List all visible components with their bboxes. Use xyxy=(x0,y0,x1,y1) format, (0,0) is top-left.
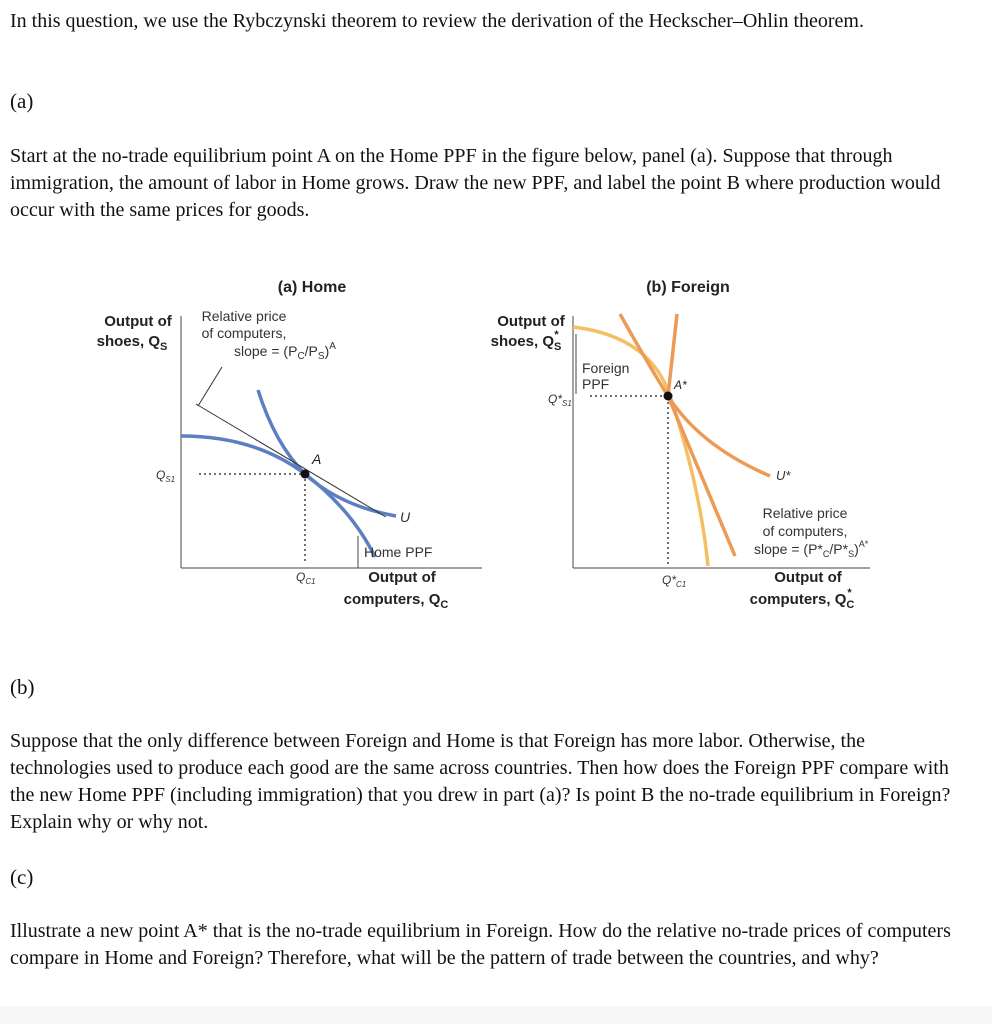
foreign-indifference-curve xyxy=(620,314,770,476)
foreign-x-label-line2: computers, $Q_C*$ xyxy=(749,587,855,611)
foreign-price-line xyxy=(668,396,735,556)
part-b-label: (b) xyxy=(10,675,35,699)
home-point-a xyxy=(301,470,310,479)
foreign-panel xyxy=(491,279,870,611)
part-b-text: Suppose that the only difference between Foreign and Home is that Foreign has more labor. Otherwise, the technologies used to produce each good are the same across countries. Then how does the Foreign PPF compare with the new Home PPF (including immigration) that you drew in part (a)? Is point B the no-trade equilibrium in Foreign? Explain why or why not. xyxy=(10,730,951,833)
home-ppf-label: Home PPF xyxy=(364,544,433,560)
foreign-price-line3: slope = $(P*_C/P*_S)^{A*}$ xyxy=(754,539,869,559)
part-c-text: Illustrate a new point A* that is the no-trade equilibrium in Foreign. How do the relative no-trade prices of computers compare in Home and Foreign? Therefore, what will be the pattern of trade between the countries, and why? xyxy=(10,920,951,969)
figure-ppf-panels xyxy=(90,266,890,618)
home-price-line1: Relative price xyxy=(201,308,287,324)
foreign-indiff-label: U* xyxy=(776,468,791,483)
foreign-y-label-line1: Output of xyxy=(497,313,565,330)
foreign-point-a-star-label: A* xyxy=(674,378,687,392)
part-c-label: (c) xyxy=(10,865,34,889)
foreign-ppf-label-line2: PPF xyxy=(582,376,610,392)
home-x-label-line2: computers, $Q_C$ xyxy=(343,591,449,611)
intro-paragraph: In this question, we use the Rybczynski theorem to review the derivation of the Heckscher–Ohlin theorem. xyxy=(10,10,864,32)
home-x-label-line1: Output of xyxy=(368,569,436,586)
foreign-price-line2: of computers, xyxy=(762,523,848,539)
home-price-line3: slope = $(P_C/P_S)^A$ xyxy=(234,341,336,362)
part-a-text: Start at the no-trade equilibrium point A on the Home PPF in the figure below, panel (a). Suppose that through immigration, the amount of labor in Home grows. Draw the new PPF, and label the point B where production would occur with the same prices for goods. xyxy=(10,145,941,221)
home-point-a-label: A xyxy=(312,451,322,467)
foreign-price-line1: Relative price xyxy=(762,505,848,521)
home-price-line2: of computers, xyxy=(201,325,287,341)
figure-svg xyxy=(90,266,890,618)
part-a-label: (a) xyxy=(10,89,34,113)
bottom-strip xyxy=(0,1006,992,1024)
foreign-qc1-label: $Q*_{C1}$ xyxy=(662,573,687,589)
home-qc1-label: $Q_{C1}$ xyxy=(296,570,316,586)
foreign-ppf-label-line1: Foreign xyxy=(582,360,630,376)
foreign-point-a-star xyxy=(664,392,673,401)
home-y-label-line2: shoes, $Q_S$ xyxy=(96,333,168,353)
home-qs1-label: $Q_{S1}$ xyxy=(156,468,176,484)
home-y-label-line1: Output of xyxy=(104,313,172,330)
foreign-title: (b) Foreign xyxy=(646,279,730,296)
foreign-x-label-line1: Output of xyxy=(774,569,842,586)
foreign-y-label-line2: shoes, $Q_S*$ xyxy=(490,329,562,353)
home-title: (a) Home xyxy=(277,279,347,296)
foreign-qs1-label: $Q*_{S1}$ xyxy=(548,392,572,408)
home-panel xyxy=(90,266,482,618)
home-indiff-label: U xyxy=(400,509,411,525)
